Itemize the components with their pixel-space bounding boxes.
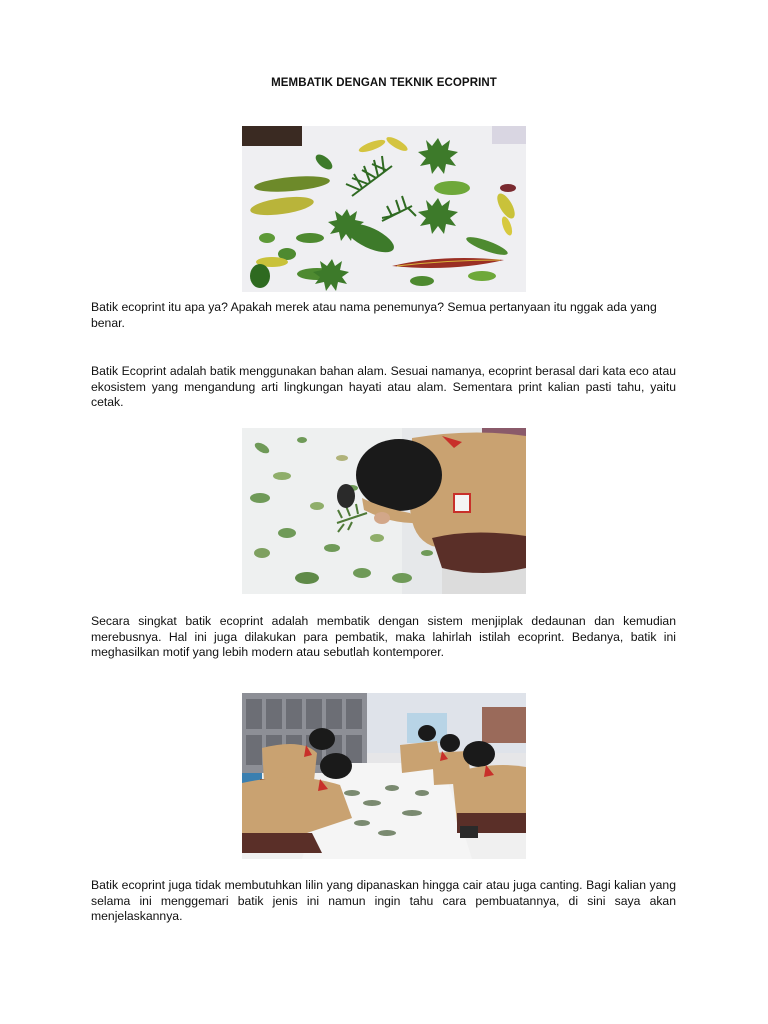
leaves-on-cloth-photo: [242, 126, 526, 292]
scouts-group-photo: [242, 693, 526, 859]
paragraph-process: Secara singkat batik ecoprint adalah membatik dengan sistem menjiplak dedaunan dan kemudian merebusnya. Hal ini juga dilakukan para pembatik, maka lahirlah istilah ecoprint. Bedanya, batik ini meghasilkan motif yang lebih modern atau sebutlah kontemporer.: [91, 614, 676, 659]
paragraph-intro: Batik ecoprint itu apa ya? Apakah merek atau nama penemunya? Semua pertanyaan itu nggak ada yang benar.: [91, 300, 657, 330]
scout-pressing-leaves-photo: [242, 428, 526, 594]
paragraph-tools: Batik ecoprint juga tidak membutuhkan lilin yang dipanaskan hingga cair atau juga canting. Bagi kalian yang selama ini menggemari batik jenis ini namun ingin tahu cara pembuatannya, di sini saya akan menjelaskannya.: [91, 878, 676, 923]
document-title: MEMBATIK DENGAN TEKNIK ECOPRINT: [271, 77, 497, 89]
paragraph-definition: Batik Ecoprint adalah batik menggunakan bahan alam. Sesuai namanya, ecoprint berasal dari kata eco atau ekosistem yang mengandung arti lingkungan hayati atau alam. Sementara print kalian pasti tahu, yaitu cetak.: [91, 364, 676, 409]
